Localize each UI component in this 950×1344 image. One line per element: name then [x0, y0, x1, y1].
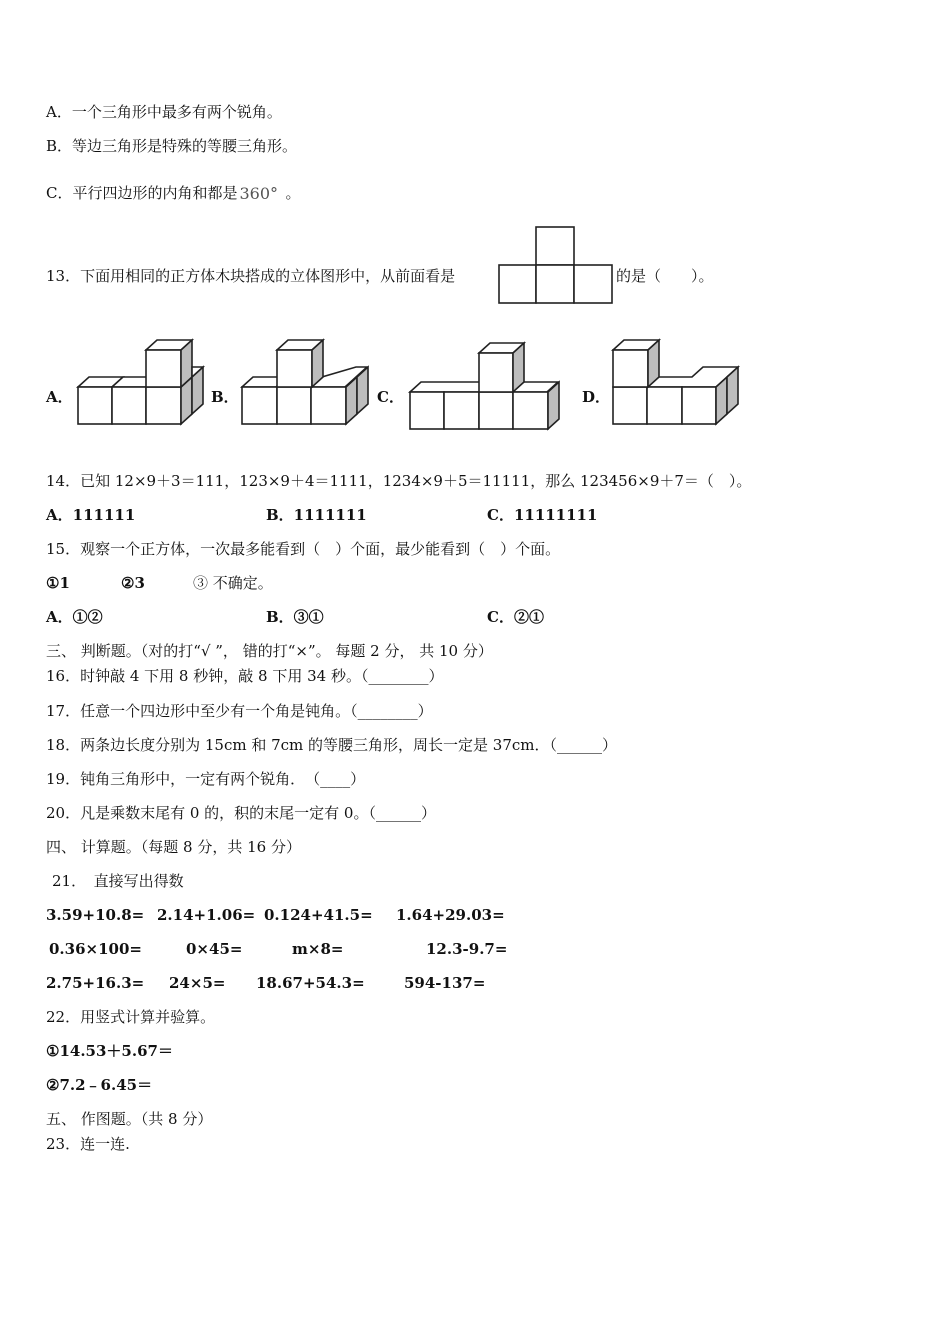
- calc-r1-c2: 2.14+1.06=: [157, 906, 256, 924]
- calc-r3-c2: 24×5=: [169, 974, 226, 992]
- calc-r2-c1: 0.36×100=: [49, 940, 142, 958]
- calc-r1-c4: 1.64+29.03=: [396, 906, 505, 924]
- q12-option-c-value: 360°: [239, 184, 279, 203]
- calc-r2-c3: m×8=: [292, 940, 344, 958]
- q13-option-b-label: B．: [211, 388, 239, 406]
- q13-figure-d: [613, 338, 743, 428]
- q12-option-c: [46, 183, 301, 203]
- q13-option-a-label: A．: [46, 388, 73, 406]
- q14-question: 14．已知 12×9＋3＝111，123×9＋4＝1111，1234×9＋5＝11111，那么 123456×9＋7＝（ ）。: [46, 472, 752, 490]
- q12-option-b: B．等边三角形是特殊的等腰三角形。: [46, 137, 298, 155]
- q14-option-c: C．11111111: [487, 506, 598, 524]
- front-view-square-right: [574, 265, 612, 303]
- section3-title: 三、 判断题。（对的打“√ ”， 错的打“×”。 每题 2 分， 共 10 分）: [46, 642, 493, 660]
- q15-choice-3: ③ 不确定。: [193, 574, 273, 592]
- calc-r3-c4: 594-137=: [404, 974, 486, 992]
- q16: 16．时钟敲 4 下用 8 秒钟，敲 8 下用 34 秒。（________）: [46, 667, 444, 685]
- q15-question: 15．观察一个正方体，一次最多能看到（ ）个面，最少能看到（ ）个面。: [46, 540, 561, 558]
- q23: 23．连一连.: [46, 1135, 130, 1153]
- q15-option-b: B．③①: [266, 608, 324, 626]
- calc-r1-c1: 3.59+10.8=: [46, 906, 145, 924]
- q18: 18．两条边长度分别为 15cm 和 7cm 的等腰三角形，周长一定是 37cm．（______）: [46, 736, 618, 754]
- q15-option-c: C．②①: [487, 608, 544, 626]
- q15-choice-2: ②3: [121, 574, 145, 592]
- q14-option-b: B．1111111: [266, 506, 367, 524]
- front-view-square-middle: [536, 265, 574, 303]
- q17: 17．任意一个四边形中至少有一个角是钝角。（________）: [46, 702, 433, 720]
- q14-option-a: A．111111: [46, 506, 136, 524]
- q19: 19．钝角三角形中，一定有两个锐角． （____）: [46, 770, 366, 788]
- q12-option-c-suffix: 。: [285, 184, 301, 202]
- q13-text-before: 13．下面用相同的正方体木块搭成的立体图形中，从前面看是: [46, 267, 456, 285]
- calc-r3-c1: 2.75+16.3=: [46, 974, 145, 992]
- section4-title: 四、 计算题。（每题 8 分，共 16 分）: [46, 838, 301, 856]
- q20: 20．凡是乘数末尾有 0 的，积的末尾一定有 0。（______）: [46, 804, 436, 822]
- front-view-square-left: [499, 265, 536, 303]
- q13-figure-c: [410, 340, 565, 430]
- calc-r3-c3: 18.67+54.3=: [256, 974, 365, 992]
- q22-item-2: ②7.2﹣6.45＝: [46, 1076, 153, 1094]
- q12-option-c-prefix: C．平行四边形的内角和都是: [46, 184, 238, 202]
- front-view-square-top: [536, 227, 574, 265]
- calc-r2-c4: 12.3-9.7=: [426, 940, 508, 958]
- q21-title: 21． 直接写出得数: [52, 872, 184, 890]
- q13-front-view-figure: [498, 226, 614, 306]
- q15-choice-1: ①1: [46, 574, 70, 592]
- calc-r2-c2: 0×45=: [186, 940, 243, 958]
- q13-figure-b: [242, 338, 377, 428]
- q15-option-a: A．①②: [46, 608, 103, 626]
- q22-item-1: ①14.53＋5.67＝: [46, 1042, 173, 1060]
- q13-option-d-label: D．: [582, 388, 611, 406]
- q13-option-c-label: C．: [377, 388, 404, 406]
- q22-title: 22．用竖式计算并验算。: [46, 1008, 216, 1026]
- q13-figure-a: [78, 338, 208, 428]
- section5-title: 五、 作图题。（共 8 分）: [46, 1110, 213, 1128]
- q13-text-after: 的是（ ）。: [616, 267, 714, 285]
- q12-option-a: A．一个三角形中最多有两个锐角。: [46, 103, 282, 121]
- calc-r1-c3: 0.124+41.5=: [264, 906, 373, 924]
